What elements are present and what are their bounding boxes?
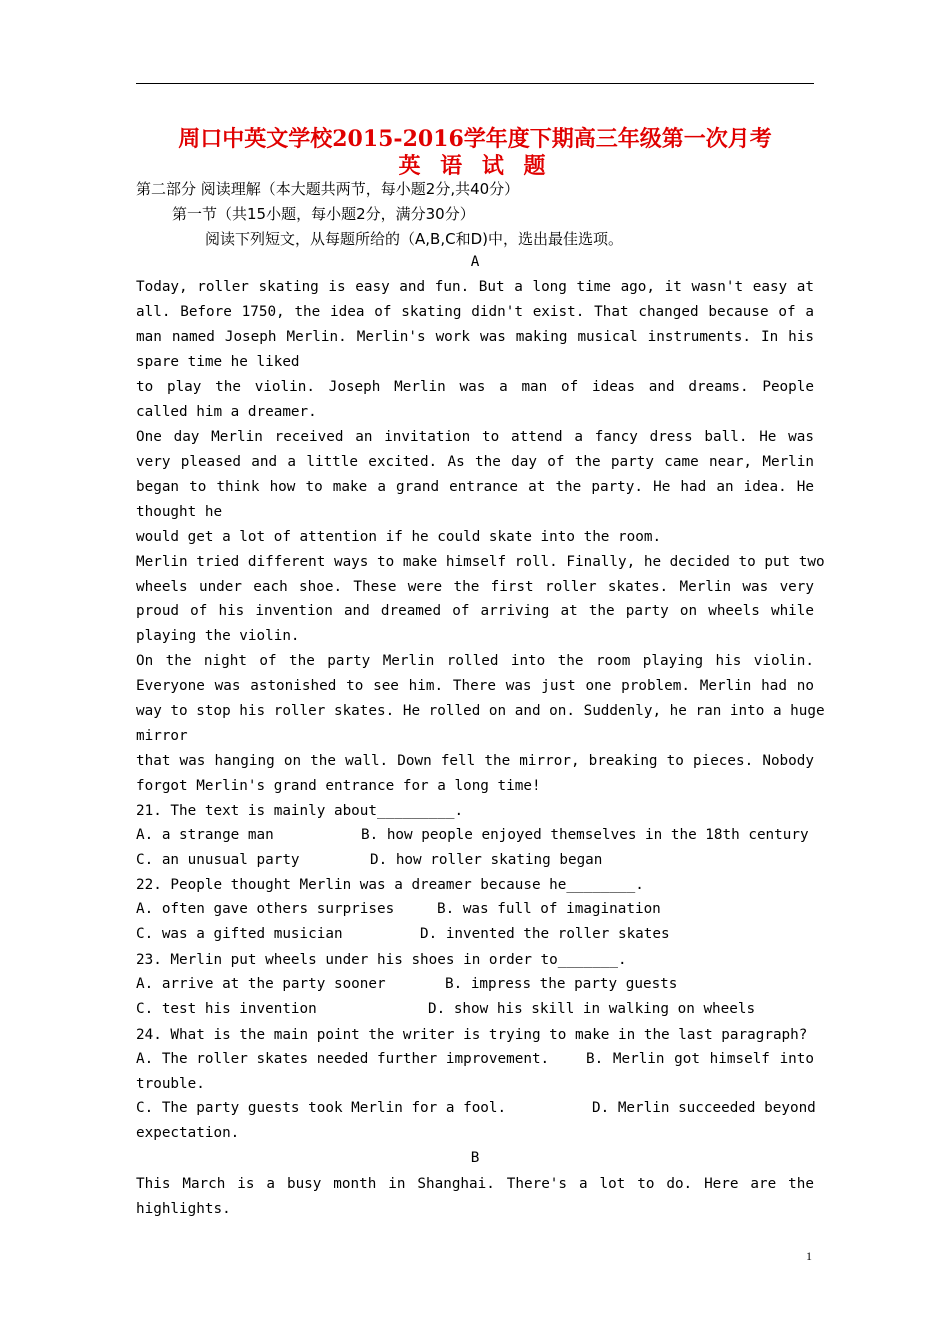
question-stem: 23. Merlin put wheels under his shoes in order to_______. [136, 952, 627, 968]
question-stem: 22. People thought Merlin was a dreamer because he________. [136, 877, 644, 893]
passage-a-line: thought he [136, 504, 223, 520]
option-c: C. an unusual party [136, 852, 300, 868]
part-heading: 第二部分 阅读理解（本大题共两节，每小题2分,共40分） [136, 180, 520, 198]
passage-a-line: spare time he liked [136, 354, 300, 370]
question-stem: 24. What is the main point the writer is trying to make in the last paragraph? [136, 1027, 808, 1043]
passage-a-line: One day Merlin received an invitation to attend a fancy dress ball. He was [136, 429, 814, 445]
option-b: B. impress the party guests [445, 976, 678, 992]
option-c: C. The party guests took Merlin for a fool. [136, 1100, 507, 1116]
passage-a-label: A [470, 254, 480, 270]
passage-a-line: to play the violin. Joseph Merlin was a man of ideas and dreams. People [136, 379, 814, 395]
option-d: D. invented the roller skates [420, 926, 670, 942]
passage-a-line: Today, roller skating is easy and fun. But a long time ago, it wasn't easy at [136, 279, 814, 295]
passage-a-line: forgot Merlin's grand entrance for a long time! [136, 778, 541, 794]
passage-a-line: wheels under each shoe. These were the first roller skates. Merlin was very [136, 579, 814, 595]
passage-a-line: Everyone was astonished to see him. There was just one problem. Merlin had no [136, 678, 814, 694]
question-stem: 21. The text is mainly about_________. [136, 803, 464, 819]
subsection-heading: 第一节（共15小题，每小题2分，满分30分） [172, 205, 475, 223]
passage-a-line: called him a dreamer. [136, 404, 317, 420]
passage-b-line: highlights. [136, 1201, 231, 1217]
option-a: A. often gave others surprises [136, 901, 395, 917]
passage-a-line: would get a lot of attention if he could skate into the room. [136, 529, 662, 545]
exam-title: 周口中英文学校2015-2016学年度下期高三年级第一次月考 [178, 126, 772, 152]
option-a: A. a strange man [136, 827, 274, 843]
instruction-text: 阅读下列短文，从每题所给的（A,B,C和D)中，选出最佳选项。 [205, 230, 623, 248]
option-b: B. was full of imagination [437, 901, 661, 917]
passage-b-label: B [470, 1150, 480, 1166]
passage-a-line: man named Joseph Merlin. Merlin's work was making musical instruments. In his [136, 329, 814, 345]
passage-a-line: began to think how to make a grand entrance at the party. He had an idea. He [136, 479, 814, 495]
passage-a-line: On the night of the party Merlin rolled into the room playing his violin. [136, 653, 814, 669]
passage-a-line: that was hanging on the wall. Down fell the mirror, breaking to pieces. Nobody [136, 753, 814, 769]
option-d: D. how roller skating began [370, 852, 603, 868]
passage-b-line: This March is a busy month in Shanghai. There's a lot to do. Here are the [136, 1176, 814, 1192]
passage-a-line: proud of his invention and dreamed of arriving at the party on wheels while [136, 603, 814, 619]
option-a: A. arrive at the party sooner [136, 976, 386, 992]
page-number: 1 [806, 1249, 812, 1263]
exam-subject: 英 语 试 题 [398, 153, 552, 179]
option-b: B. how people enjoyed themselves in the 18th century [361, 827, 809, 843]
header-rule [136, 83, 814, 84]
option-c: C. was a gifted musician [136, 926, 343, 942]
option-b-continued: trouble. [136, 1076, 205, 1092]
option-d: D. Merlin succeeded beyond [592, 1100, 816, 1116]
passage-a-line: mirror [136, 728, 188, 744]
option-b: B. Merlin got himself into [586, 1051, 814, 1067]
option-a: A. The roller skates needed further improvement. [136, 1051, 550, 1067]
passage-a-line: very pleased and a little excited. As the day of the party came near, Merlin [136, 454, 814, 470]
passage-a-line: all. Before 1750, the idea of skating didn't exist. That changed because of a [136, 304, 814, 320]
passage-a-line: Merlin tried different ways to make himself roll. Finally, he decided to put two [136, 554, 825, 570]
option-c: C. test his invention [136, 1001, 317, 1017]
passage-a-line: playing the violin. [136, 628, 300, 644]
option-d-continued: expectation. [136, 1125, 240, 1141]
passage-a-line: way to stop his roller skates. He rolled on and on. Suddenly, he ran into a huge [136, 703, 825, 719]
option-d: D. show his skill in walking on wheels [428, 1001, 756, 1017]
